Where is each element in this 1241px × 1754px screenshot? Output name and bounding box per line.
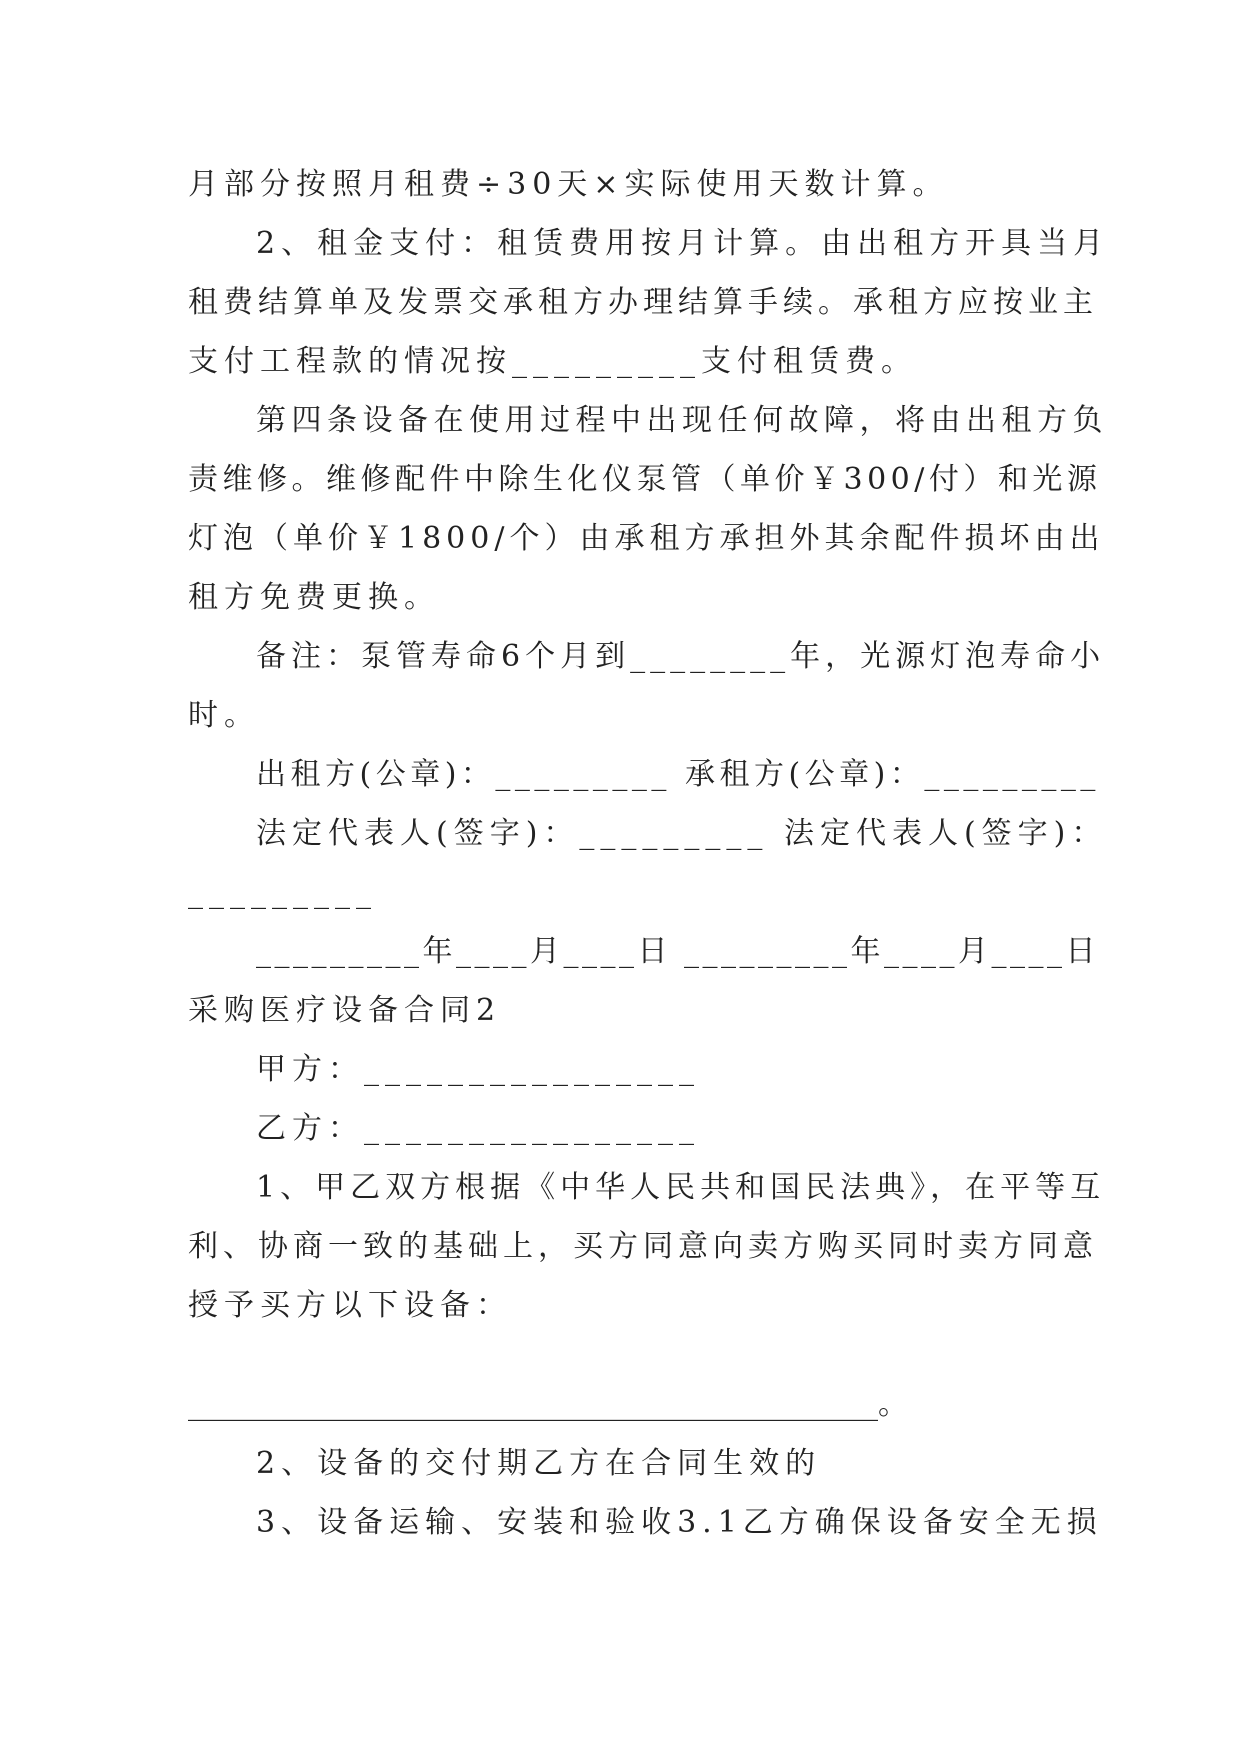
text-line: 责维修。维修配件中除生化仪泵管（单价￥300/付）和光源 (188, 462, 1102, 497)
signature-line: 法定代表人(签字)：_________ 法定代表人(签字)： (256, 816, 1108, 851)
text-line: 2、设备的交付期乙方在合同生效的 (256, 1446, 822, 1481)
text-line: 支付工程款的情况按_________支付租赁费。 (188, 344, 917, 379)
text-line: 时。 (188, 698, 260, 733)
text-line: 2、租金支付：租赁费用按月计算。由出租方开具当月 (256, 226, 1110, 261)
text-line: 租费结算单及发票交承租方办理结算手续。承租方应按业主 (188, 285, 1098, 320)
signature-line: 出租方(公章)：_________ 承租方(公章)：_________ (256, 757, 1100, 792)
section-title: 采购医疗设备合同2 (188, 993, 502, 1028)
text-line: 利、协商一致的基础上，买方同意向卖方购买同时卖方同意 (188, 1229, 1098, 1264)
date-line: _________年____月____日 _________年____月____日 (256, 934, 1100, 969)
text-line: 备注：泵管寿命6个月到________年，光源灯泡寿命小 (256, 639, 1106, 674)
text-line: 第四条设备在使用过程中出现任何故障，将由出租方负 (256, 403, 1108, 438)
text-line: 月部分按照月租费÷30天×实际使用天数计算。 (188, 167, 949, 202)
text-line: 授予买方以下设备： (188, 1288, 512, 1323)
party-b-line: 乙方：________________ (256, 1111, 700, 1146)
text-line: 租方免费更换。 (188, 580, 440, 615)
text-line: 3、设备运输、安装和验收3.1乙方确保设备安全无损 (256, 1505, 1103, 1540)
party-a-line: 甲方：________________ (256, 1052, 700, 1087)
signature-blank: _________ (188, 875, 377, 910)
equipment-blank-line: ______________________________________________。 (188, 1387, 908, 1422)
text-line: 1、甲乙双方根据《中华人民共和国民法典》，在平等互 (256, 1170, 1106, 1205)
text-line: 灯泡（单价￥1800/个）由承租方承担外其余配件损坏由出 (188, 521, 1105, 556)
